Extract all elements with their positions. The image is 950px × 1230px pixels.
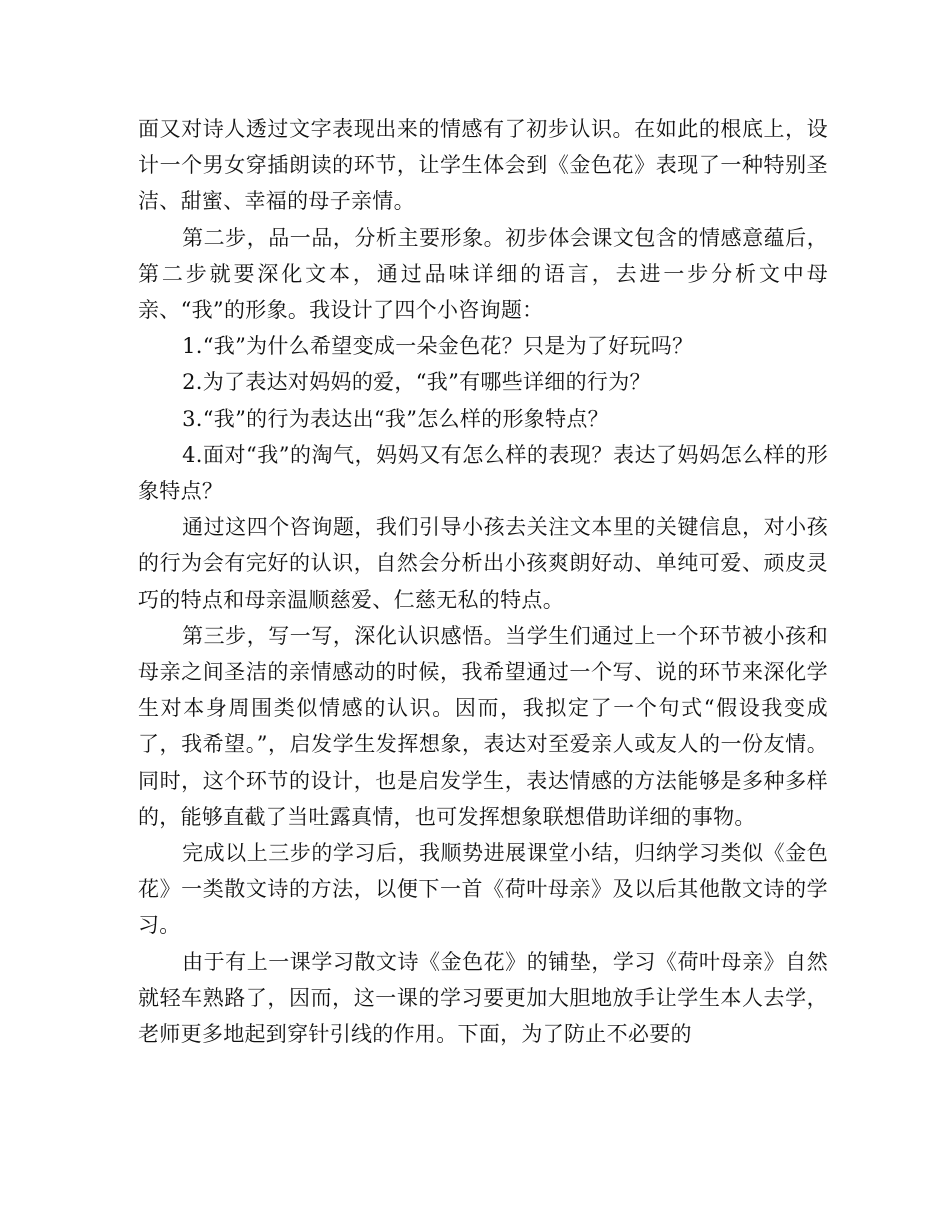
paragraph-continuation: 面又对诗人透过文字表现出来的情感有了初步认识。在如此的根底上，设计一个男女穿插朗读的环节，让学生体会到《金色花》表现了一种特别圣洁、甜蜜、幸福的母子亲情。 <box>138 117 828 214</box>
question-4: 4.面对“我”的淘气，妈妈又有怎么样的表现？表达了妈妈怎么样的形象特点？ <box>138 442 828 504</box>
paragraph-questions-summary: 通过这四个咨询题，我们引导小孩去关注文本里的关键信息，对小孩的行为会有完好的认识，自然会分析出小孩爽朗好动、单纯可爱、顽皮灵巧的特点和母亲温顺慈爱、仁慈无私的特点。 <box>138 515 828 612</box>
paragraph-next-lesson: 由于有上一课学习散文诗《金色花》的铺垫，学习《荷叶母亲》自然就轻车熟路了，因而，这一课的学习要更加大胆地放手让学生本人去学，老师更多地起到穿针引线的作用。下面，为了防止不必要的 <box>138 949 828 1047</box>
paragraph-step-two: 第二步，品一品，分析主要形象。初步体会课文包含的情感意蕴后，第二步就要深化文本，通过品味详细的语言，去进一步分析文中母亲、“我”的形象。我设计了四个小咨询题： <box>138 225 828 323</box>
paragraph-step-three: 第三步，写一写，深化认识感悟。当学生们通过上一个环节被小孩和母亲之间圣洁的亲情感动的时候，我希望通过一个写、说的环节来深化学生对本身周围类似情感的认识。因而，我拟定了一个句式“假设我变成了，我希望。”，启发学生发挥想象，表达对至爱亲人或友人的一份友情。同时，这个环节的设计，也是启发学生，表达情感的方法能够是多种多样的，能够直截了当吐露真情，也可发挥想象联想借助详细的事物。 <box>138 623 828 829</box>
question-1: 1.“我”为什么希望变成一朵金色花？只是为了好玩吗？ <box>182 334 694 359</box>
paragraph-class-summary: 完成以上三步的学习后，我顺势进展课堂小结，归纳学习类似《金色花》一类散文诗的方法，以便下一首《荷叶母亲》及以后其他散文诗的学习。 <box>138 841 828 938</box>
body-text <box>138 111 828 1052</box>
question-2: 2.为了表达对妈妈的爱，“我”有哪些详细的行为？ <box>182 370 651 395</box>
question-3: 3.“我”的行为表达出“我”怎么样的形象特点？ <box>182 406 609 431</box>
